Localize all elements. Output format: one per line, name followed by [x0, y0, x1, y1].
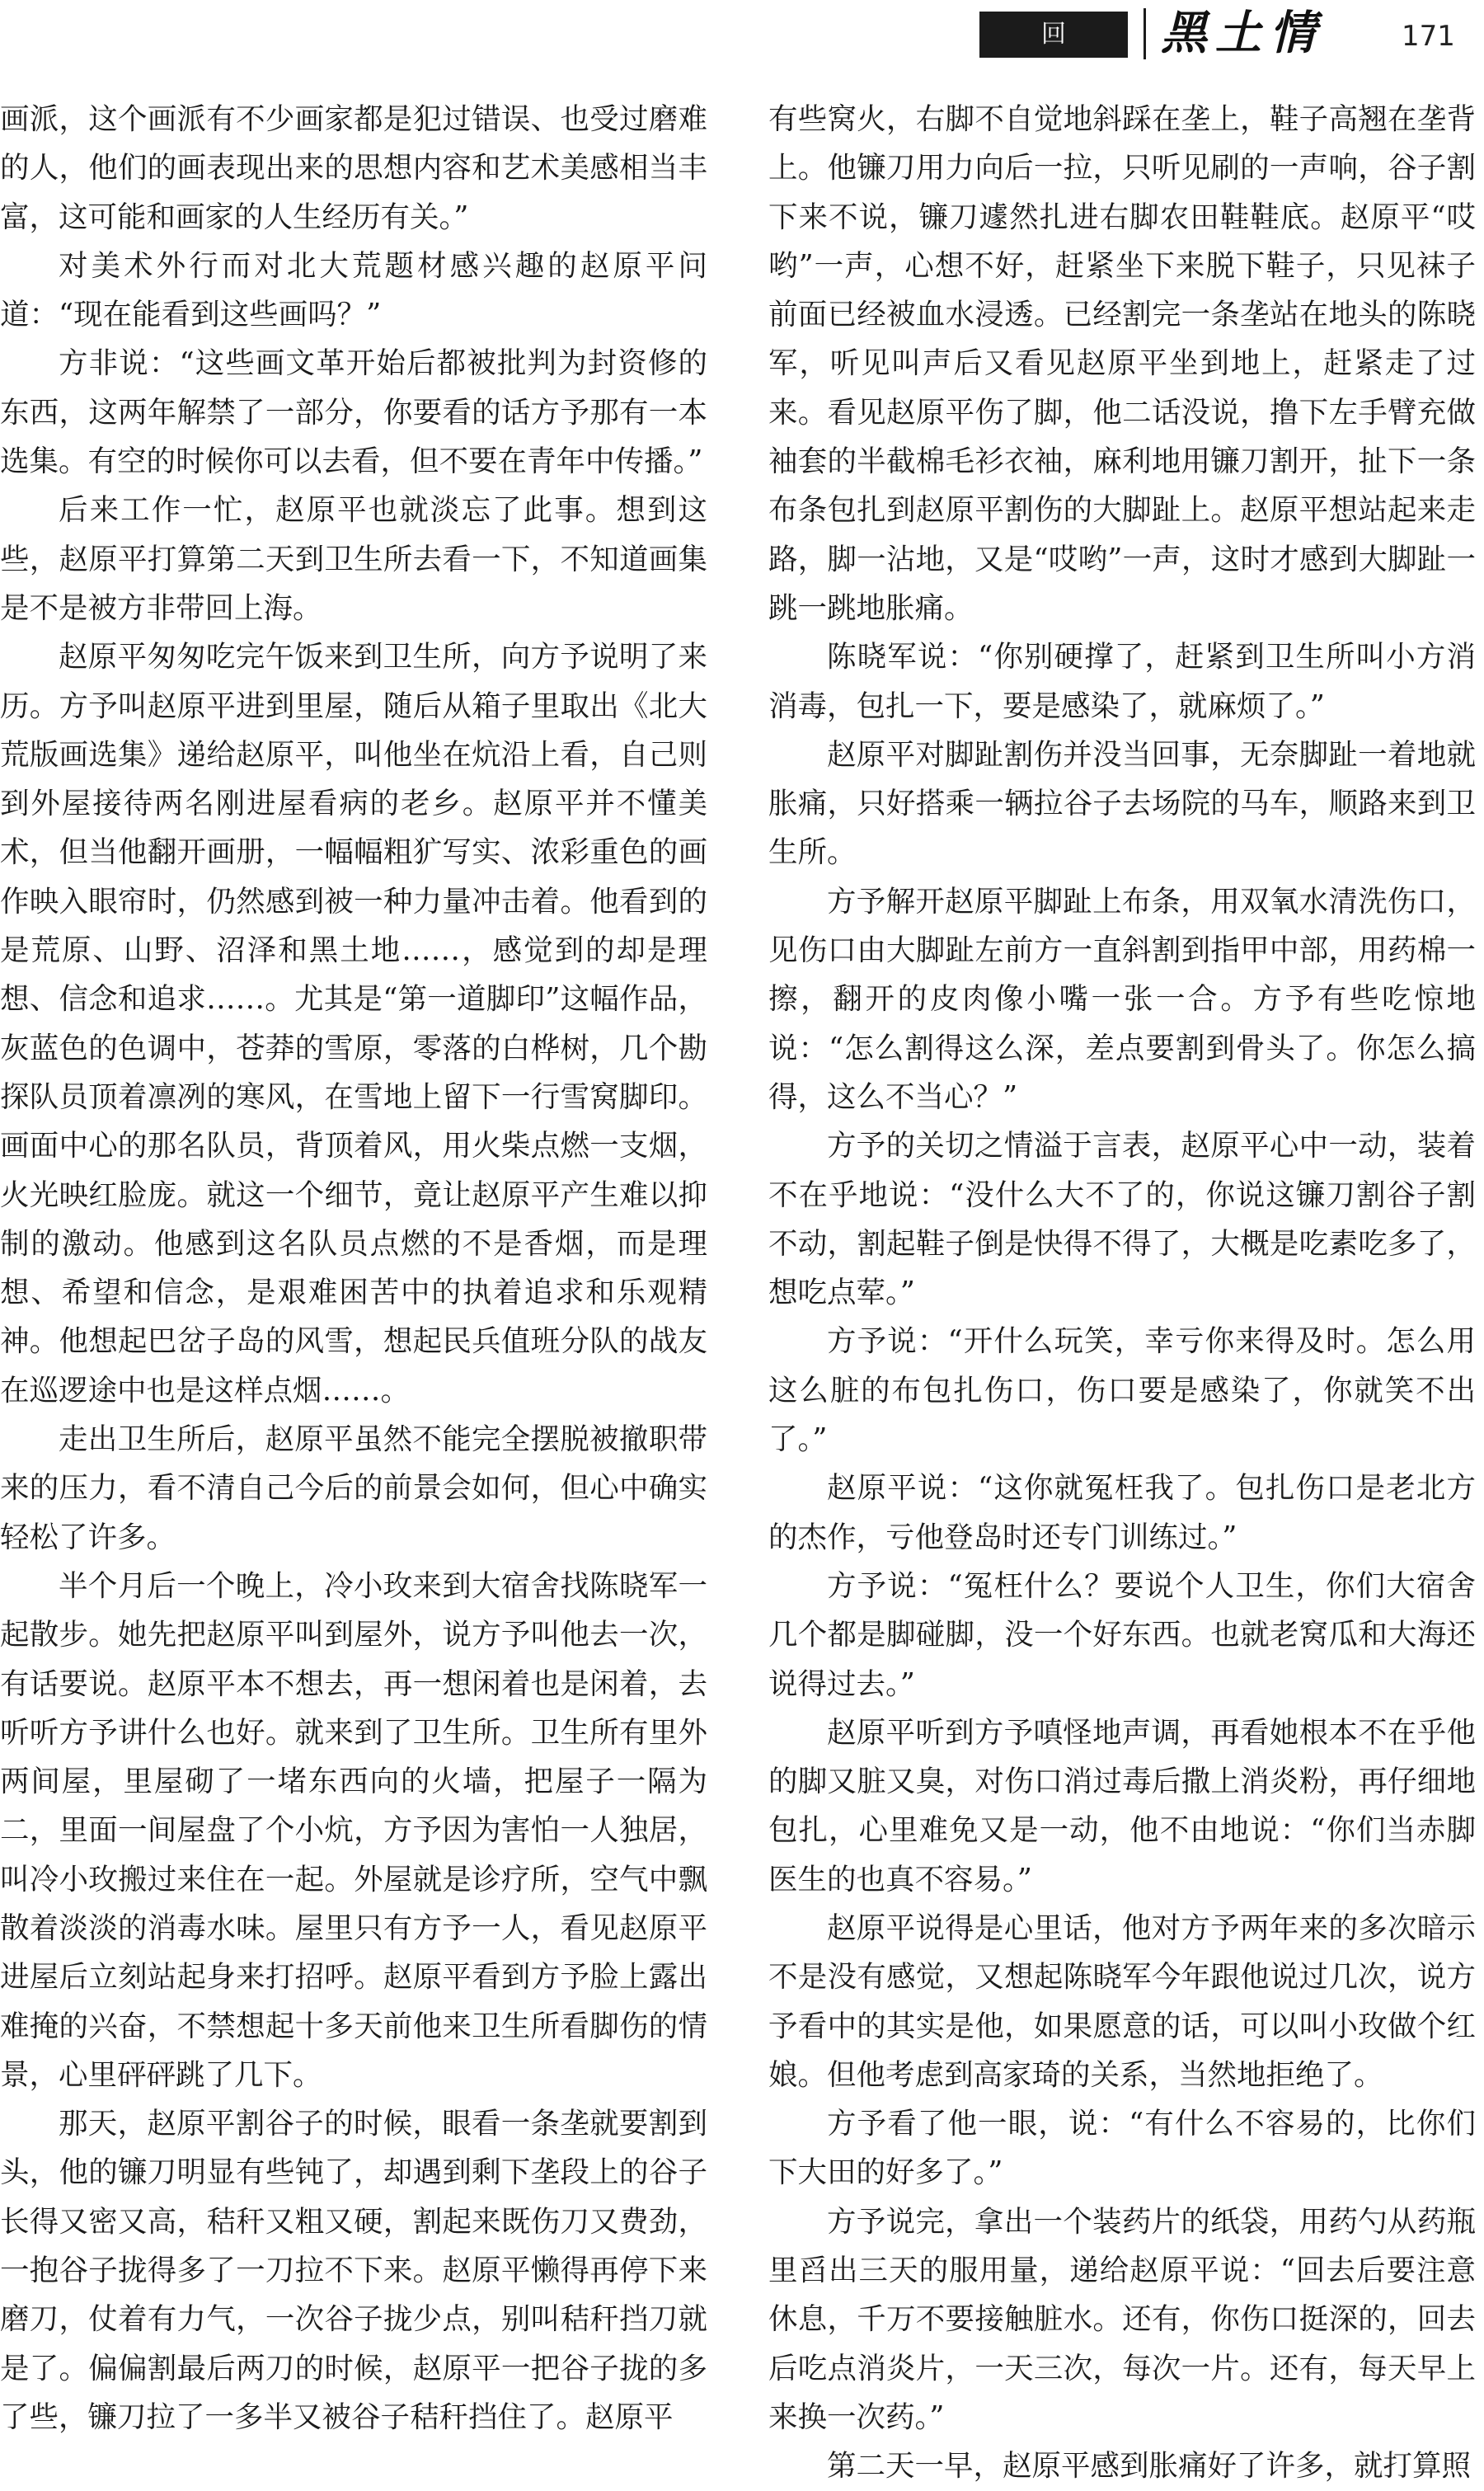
paragraph: 赵原平对脚趾割伤并没当回事，无奈脚趾一着地就胀痛，只好搭乘一辆拉谷子去场院的马车，顺路来到卫生所。 — [768, 737, 1476, 870]
paragraph: 方予说完，拿出一个装药片的纸袋，用药勺从药瓶里舀出三天的服用量，递给赵原平说：“回去后要注意休息，千万不要接触脏水。还有，你伤口挺深的，回去后吃点消炎片，一天三次，每次一片。还有，每天早上来换一次药。” — [768, 2204, 1476, 2434]
paragraph: 画派，这个画派有不少画家都是犯过错误、也受过磨难的人，他们的画表现出来的思想内容和艺术美感相当丰富，这可能和画家的人生经历有关。” — [0, 102, 707, 234]
paragraph: 第二天一早，赵原平感到胀痛好了许多，就打算照 — [827, 2449, 1472, 2484]
paragraph: 方予解开赵原平脚趾上布条，用双氧水清洗伤口，见伤口由大脚趾左前方一直斜割到指甲中部，用药棉一擦，翻开的皮肉像小嘴一张一合。方予有些吃惊地说：“怎么割得这么深，差点要割到骨头了。你怎么搞得，这么不当心？” — [768, 884, 1476, 1114]
header-divider — [1144, 8, 1146, 59]
paragraph: 对美术外行而对北大荒题材感兴趣的赵原平问道：“现在能看到这些画吗？” — [0, 248, 707, 332]
page-header — [0, 0, 1484, 95]
paragraph: 方予的关切之情溢于言表，赵原平心中一动，装着不在乎地说：“没什么大不了的，你说这镰刀割谷子割不动，割起鞋子倒是快得不得了，大概是吃素吃多了，想吃点荤。” — [768, 1129, 1476, 1310]
paragraph: 走出卫生所后，赵原平虽然不能完全摆脱被撤职带来的压力，看不清自己今后的前景会如何，但心中确实轻松了许多。 — [0, 1422, 707, 1554]
paragraph: 半个月后一个晚上，冷小玫来到大宿舍找陈晓军一起散步。她先把赵原平叫到屋外，说方予叫他去一次，有话要说。赵原平本不想去，再一想闲着也是闲着，去听听方予讲什么也好。就来到了卫生所。卫生所有里外两间屋，里屋砌了一堵东西向的火墙，把屋子一隔为二，里面一间屋盘了个小炕，方予因为害怕一人独居，叫冷小玫搬过来住在一起。外屋就是诊疗所，空气中飘散着淡淡的消毒水味。屋里只有方予一人，看见赵原平进屋后立刻站起身来打招呼。赵原平看到方予脸上露出难掩的兴奋，不禁想起十多天前他来卫生所看脚伤的情景，心里砰砰跳了几下。 — [0, 1568, 707, 2092]
paragraph: 赵原平说得是心里话，他对方予两年来的多次暗示不是没有感觉，又想起陈晓军今年跟他说过几次，说方予看中的其实是他，如果愿意的话，可以叫小玫做个红娘。但他考虑到高家琦的关系，当然地拒绝了。 — [768, 1911, 1476, 2092]
paragraph: 赵原平听到方予嗔怪地声调，再看她根本不在乎他的脚又脏又臭，对伤口消过毒后撒上消炎粉，再仔细地包扎，心里难免又是一动，他不由地说：“你们当赤脚医生的也真不容易。” — [768, 1715, 1476, 1896]
paragraph: 后来工作一忙，赵原平也就淡忘了此事。想到这些，赵原平打算第二天到卫生所去看一下，不知道画集是不是被方非带回上海。 — [0, 493, 707, 625]
paragraph: 赵原平匆匆吃完午饭来到卫生所，向方予说明了来历。方予叫赵原平进到里屋，随后从箱子里取出《北大荒版画选集》递给赵原平，叫他坐在炕沿上看，自己则到外屋接待两名刚进屋看病的老乡。赵原平并不懂美术，但当他翻开画册，一幅幅粗犷写实、浓彩重色的画作映入眼帘时，仍然感到被一种力量冲击着。他看到的是荒原、山野、沼泽和黑土地……，感觉到的却是理想、信念和追求……。尤其是“第一道脚印”这幅作品，灰蓝色的色调中，苍莽的雪原，零落的白桦树，几个勘探队员顶着凛冽的寒风，在雪地上留下一行雪窝脚印。画面中心的那名队员，背顶着风，用火柴点燃一支烟，火光映红脸庞。就这一个细节，竟让赵原平产生难以抑制的激动。他感到这名队员点燃的不是香烟，而是理想、希望和信念，是艰难困苦中的执着追求和乐观精神。他想起巴岔子岛的风雪，想起民兵值班分队的战友在巡逻途中也是这样点烟……。 — [0, 640, 707, 1408]
paragraph: 方非说：“这些画文革开始后都被批判为封资修的东西，这两年解禁了一部分，你要看的话方予那有一本选集。有空的时候你可以去看，但不要在青年中传播。” — [0, 346, 707, 479]
paragraph: 陈晓军说：“你别硬撑了，赶紧到卫生所叫小方消消毒，包扎一下，要是感染了，就麻烦了。” — [768, 640, 1476, 723]
paragraph: 方予说：“开什么玩笑，幸亏你来得及时。怎么用这么脏的布包扎伤口，伤口要是感染了，你就笑不出了。” — [768, 1324, 1476, 1457]
paragraph: 那天，赵原平割谷子的时候，眼看一条垄就要割到头，他的镰刀明显有些钝了，却遇到剩下垄段上的谷子长得又密又高，秸秆又粗又硬，割起来既伤刀又费劲，一抱谷子拢得多了一刀拉不下来。赵原平懒得再停下来磨刀，仗着有力气，一次谷子拢少点，别叫秸秆挡刀就是了。偏偏割最后两刀的时候，赵原平一把谷子拢的多了些，镰刀拉了一多半又被谷子秸秆挡住了。赵原平 — [0, 2107, 707, 2434]
paragraph: 方予说：“冤枉什么？要说个人卫生，你们大宿舍几个都是脚碰脚，没一个好东西。也就老窝瓜和大海还说得过去。” — [768, 1568, 1476, 1701]
right-column — [768, 95, 1476, 2484]
left-column — [0, 95, 707, 2434]
paragraph: 有些窝火，右脚不自觉地斜踩在垄上，鞋子高翘在垄背上。他镰刀用力向后一拉，只听见刷的一声响，谷子割下来不说，镰刀遽然扎进右脚农田鞋鞋底。赵原平“哎哟”一声，心想不好，赶紧坐下来脱下鞋子，只见袜子前面已经被血水浸透。已经割完一条垄站在地头的陈晓军，听见叫声后又看见赵原平坐到地上，赶紧走了过来。看见赵原平伤了脚，他二话没说，撸下左手臂充做袖套的半截棉毛衫衣袖，麻利地用镰刀割开，扯下一条布条包扎到赵原平割伤的大脚趾上。赵原平想站起来走路，脚一沾地，又是“哎哟”一声，这时才感到大脚趾一跳一跳地胀痛。 — [768, 102, 1476, 625]
page-number: 171 — [1402, 20, 1455, 53]
paragraph: 赵原平说：“这你就冤枉我了。包扎伤口是老北方的杰作，亏他登岛时还专门训练过。” — [768, 1471, 1476, 1554]
paragraph: 方予看了他一眼，说：“有什么不容易的，比你们下大田的好多了。” — [768, 2107, 1476, 2190]
magazine-title: 黑土情 — [1161, 6, 1324, 60]
section-tag: 回 家 — [979, 12, 1128, 58]
